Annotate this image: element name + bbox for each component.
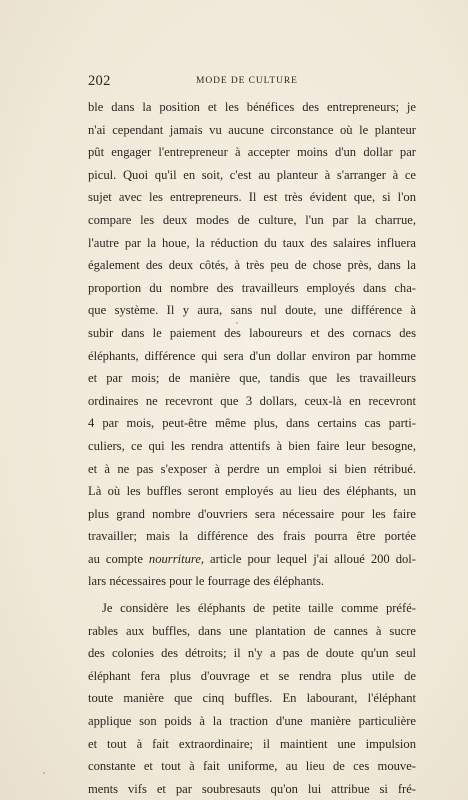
paper-speck [236,322,238,324]
text-span: au compte [88,551,149,566]
text-line: compare les deux modes de culture, l'un par la charrue, [88,212,416,227]
text-line: n'ai cependant jamais vu aucune circonstance où le planteur [88,122,416,137]
text-line: constante et tout à fait uniforme, au lieu de ces mouve- [88,759,416,774]
paper-speck [43,772,45,774]
text-line: l'autre par la houe, la réduction du taux des salaires influera [88,235,416,250]
text-line: des colonies des détroits; il n'y a pas de doute qu'un seul [88,646,416,661]
text-line: subir dans le paiement des laboureurs et des cornacs des [88,325,416,340]
text-line: éléphant fera plus d'ouvrage et se rendra plus utile de [88,668,416,683]
text-line: Là où les buffles seront employés au lieu des éléphants, un [88,484,416,499]
text-line: également des deux côtés, à très peu de chose près, dans la [88,258,416,273]
text-line: toute manière que cinq buffles. En labourant, l'éléphant [88,691,416,706]
text-line: ordinaires ne recevront que 3 dollars, ceux-là en recevront [88,393,416,408]
body-text [88,96,416,800]
text-line: picul. Quoi qu'il en soit, c'est au planteur à s'arranger à ce [88,167,416,182]
text-line: applique son poids à la traction d'une manière particulière [88,714,416,729]
paragraph-1 [88,96,416,593]
text-line: et par mois; de manière que, tandis que les travailleurs [88,371,416,386]
running-head: MODE DE CULTURE [196,76,298,86]
text-span: article pour lequel j'ai alloué 200 dol- [204,551,416,566]
text-line-italic [88,548,416,571]
italic-word: nourriture, [148,551,205,566]
text-line: 4 par mois, peut-être même plus, dans certains cas parti- [88,416,416,431]
text-line: culiers, ce qui les rendra attentifs à bien faire leur besogne, [88,438,416,453]
page-number: 202 [88,73,111,89]
text-line: plus grand nombre d'ouvriers sera nécessaire pour les faire [88,506,416,521]
text-line: Je considère les éléphants de petite taille comme préfé- [102,601,416,616]
text-line: lars nécessaires pour le fourrage des éléphants. [88,574,325,589]
text-line: éléphants, différence qui sera d'un dollar environ par homme [88,348,416,363]
text-line: et à ne pas s'exposer à perdre un emploi si bien rétribué. [88,461,416,476]
page-header [88,73,416,91]
text-line: proportion du nombre des travailleurs employés dans cha- [88,280,416,295]
text-line: sujet avec les entrepreneurs. Il est très évident que, si l'on [88,190,416,205]
text-line: que système. Il y aura, sans nul doute, une différence à [88,303,416,318]
paragraph-2 [88,597,416,800]
text-line: rables aux buffles, dans une plantation de cannes à sucre [88,623,416,638]
text-line: ments vifs et par soubresauts qu'on lui attribue si fré- [88,781,416,796]
text-line: pût engager l'entrepreneur à accepter moins d'un dollar par [88,145,416,160]
text-line: ble dans la position et les bénéfices des entrepreneurs; je [88,100,416,114]
text-line: et tout à fait extraordinaire; il maintient une impulsion [88,736,416,751]
text-line: travailler; mais la différence des frais pourra être portée [88,529,416,544]
